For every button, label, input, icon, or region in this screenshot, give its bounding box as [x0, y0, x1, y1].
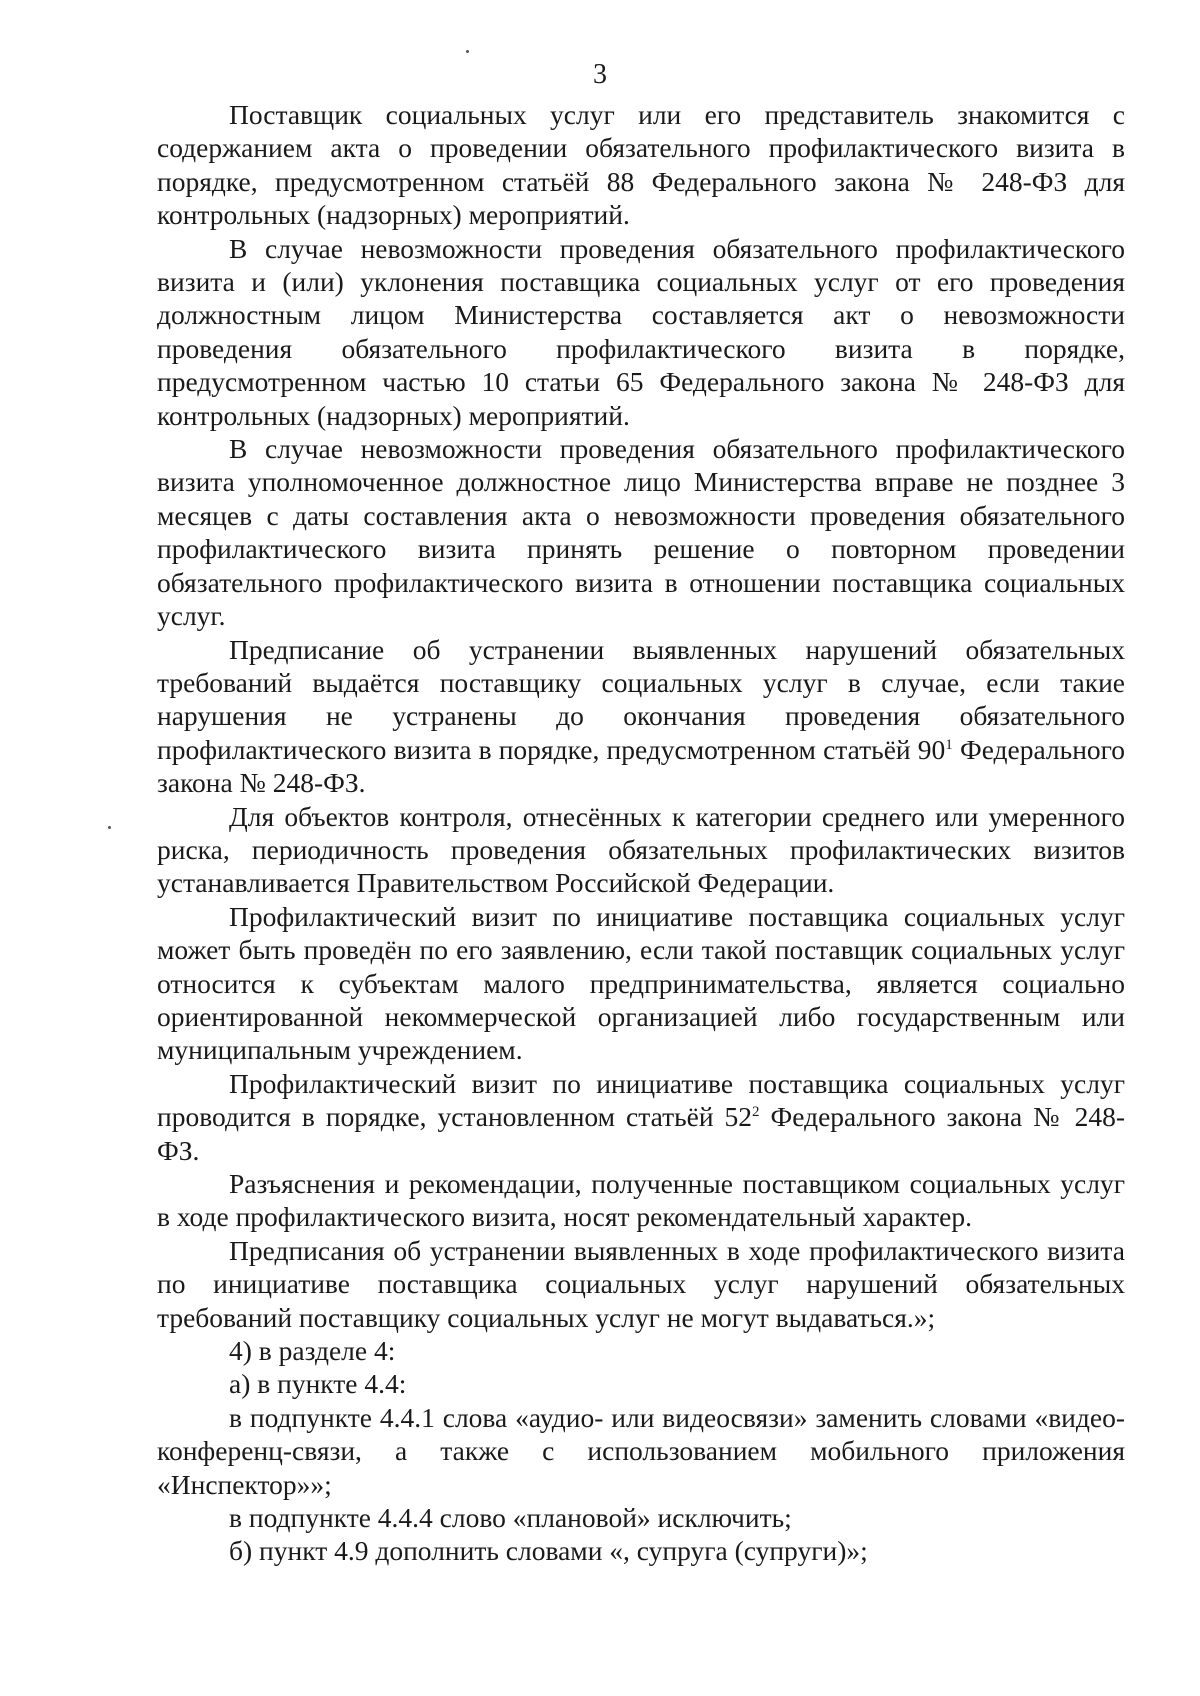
paragraph: В случае невозможности проведения обязательного профилактического визита и (или) уклонения поставщика социальных услуг от его проведения должностным лицом Министерства составляется акт о невозможности проведения обязательного профилактического визита в порядке, предусмотренном частью 10 статьи 65 Федерального закона № 248-ФЗ для контрольных (надзорных) мероприятий. — [157, 232, 1125, 431]
paragraph: Для объектов контроля, отнесённых к категории среднего или умеренного риска, периодичность проведения обязательных профилактических визитов устанавливается Правительством Российской Федерации. — [157, 800, 1125, 899]
scan-speck — [466, 50, 469, 53]
paragraph-text-continued: Федерального закона № 248-ФЗ. — [157, 1101, 1125, 1166]
document-body — [157, 98, 1125, 1568]
list-item: а) в пункте 4.4: — [229, 1368, 407, 1400]
list-item: б) пункт 4.9 дополнить словами «, супруга (супруги)»; — [229, 1535, 868, 1567]
superscript: 2 — [752, 1104, 760, 1121]
superscript: 1 — [945, 736, 953, 753]
paragraph — [157, 633, 1125, 800]
paragraph: в подпункте 4.4.4 слово «плановой» исключить; — [229, 1502, 792, 1534]
paragraph: Разъяснения и рекомендации, полученные поставщиком социальных услуг в ходе профилактического визита, носят рекомендательный характер. — [157, 1168, 1125, 1233]
paragraph-text: Профилактический визит по инициативе поставщика социальных услуг проводится в порядке, установленном статьёй 52 — [157, 1067, 1125, 1133]
paragraph-text: Предписание об устранении выявленных нарушений обязательных требований выдаётся поставщику социальных услуг в случае, если такие нарушения не устранены до окончания проведения обязательного профилактического визита в порядке, предусмотренном статьёй 90 — [157, 633, 1125, 765]
paragraph-text-continued: Федерального закона № 248-ФЗ. — [157, 733, 1126, 799]
paragraph: В случае невозможности проведения обязательного профилактического визита уполномоченное должностное лицо Министерства вправе не позднее 3 месяцев с даты составления акта о невозможности проведения обязательного профилактического визита принять решение о повторном проведении обязательного профилактического визита в отношении поставщика социальных услуг. — [157, 433, 1125, 632]
paragraph: в подпункте 4.4.1 слова «аудио- или видеосвязи» заменить словами «видео-конференц-связи, а также с использованием мобильного приложения «Инспектор»»; — [157, 1401, 1125, 1500]
paragraph: Поставщик социальных услуг или его представитель знакомится с содержанием акта о проведении обязательного профилактического визита в порядке, предусмотренном статьёй 88 Федерального закона № 248-ФЗ для контрольных (надзорных) мероприятий. — [157, 99, 1125, 231]
paragraph: Профилактический визит по инициативе поставщика социальных услуг может быть проведён по его заявлению, если такой поставщик социальных услуг относится к субъектам малого предпринимательства, является социально ориентированной некоммерческой организацией либо государственным или муниципальным учреждением. — [157, 900, 1125, 1066]
scan-speck — [108, 826, 111, 829]
page-number: 3 — [593, 59, 607, 90]
paragraph: Предписания об устранении выявленных в ходе профилактического визита по инициативе поставщика социальных услуг нарушений обязательных требований поставщику социальных услуг не могут выдаваться.»; — [157, 1234, 1125, 1333]
paragraph — [157, 1067, 1125, 1167]
list-item: 4) в разделе 4: — [229, 1335, 396, 1367]
